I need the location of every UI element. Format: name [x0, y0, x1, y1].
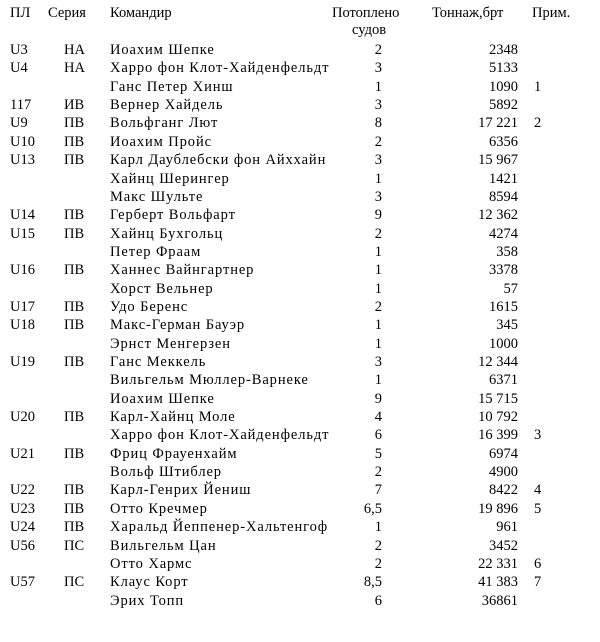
row-series: ПВ [64, 225, 85, 242]
row-commander: Эрих Топп [110, 592, 185, 609]
row-note: 5 [534, 500, 542, 517]
row-series: ПВ [64, 409, 85, 425]
row-commander: Макс-Герман Бауэр [110, 317, 245, 334]
row-pl: U17 [10, 298, 35, 315]
row-commander: Вернер Хайдель [110, 97, 224, 114]
header-pl: ПЛ [10, 5, 31, 21]
row-commander: Петер Фраам [110, 243, 202, 260]
row-commander: Вильгельм Мюллер-Варнеке [110, 372, 309, 389]
row-tonnage: 3452 [489, 537, 518, 554]
row-commander: Ганс Петер Хинш [110, 78, 234, 95]
row-sunk: 1 [374, 519, 382, 536]
row-series: ПВ [64, 445, 85, 462]
row-series: ПВ [64, 519, 85, 536]
header-sunk: Потоплено [332, 5, 400, 21]
row-commander: Хорст Вельнер [110, 280, 214, 297]
header-series: Серия [48, 5, 86, 21]
row-commander: Харальд Йеппенер-Хальтенгоф [110, 519, 329, 536]
row-note: 6 [534, 555, 542, 572]
row-series: ПВ [64, 207, 85, 224]
row-sunk: 3 [374, 97, 382, 114]
row-pl: U22 [10, 482, 35, 499]
row-pl: U4 [10, 60, 28, 77]
row-tonnage: 12 362 [478, 207, 518, 224]
row-series: ПВ [64, 482, 85, 499]
row-pl: 117 [10, 97, 32, 114]
row-tonnage: 41 383 [478, 574, 518, 591]
row-tonnage: 36861 [481, 592, 518, 609]
row-tonnage: 1090 [489, 78, 518, 95]
row-tonnage: 6974 [489, 445, 518, 462]
row-note: 1 [534, 78, 542, 95]
row-tonnage: 358 [496, 243, 518, 260]
row-series: ПС [64, 537, 85, 554]
row-tonnage: 57 [503, 280, 518, 297]
row-sunk: 2 [374, 42, 382, 58]
row-sunk: 2 [374, 298, 382, 315]
row-tonnage: 2348 [489, 42, 518, 58]
row-pl: U18 [10, 317, 35, 334]
row-sunk: 2 [374, 464, 382, 481]
row-sunk: 7 [374, 482, 382, 499]
row-tonnage: 16 399 [478, 427, 518, 444]
header-note: Прим. [532, 5, 571, 21]
row-tonnage: 3378 [489, 262, 518, 279]
row-tonnage: 1000 [489, 335, 518, 352]
row-tonnage: 15 967 [478, 152, 518, 169]
row-tonnage: 19 896 [478, 500, 518, 517]
row-commander: Отто Хармс [110, 555, 193, 572]
row-sunk: 6,5 [363, 500, 382, 517]
header-sunk-line2: судов [352, 22, 387, 38]
row-commander: Харро фон Клот-Хайденфельдт [110, 60, 330, 77]
row-commander: Фриц Фрауенхайм [110, 445, 238, 462]
row-sunk: 1 [374, 78, 382, 95]
row-sunk: 2 [374, 537, 382, 554]
row-sunk: 1 [374, 170, 382, 187]
row-sunk: 3 [374, 60, 382, 77]
row-series: ПС [64, 574, 85, 591]
row-series: ПВ [64, 298, 85, 315]
row-tonnage: 345 [496, 317, 518, 334]
row-commander: Иоахим Шепке [110, 390, 215, 407]
row-sunk: 5 [374, 445, 382, 462]
row-tonnage: 6371 [489, 372, 518, 389]
header-commander: Командир [110, 5, 172, 21]
row-tonnage: 1421 [489, 170, 518, 187]
row-commander: Вильгельм Цан [110, 537, 217, 554]
row-series: ПВ [64, 115, 85, 132]
row-sunk: 1 [374, 262, 382, 279]
row-sunk: 9 [374, 390, 382, 407]
row-sunk: 6 [374, 592, 382, 609]
row-pl: U10 [10, 133, 35, 150]
row-sunk: 6 [374, 427, 382, 444]
row-commander: Хайнц Бухгольц [110, 225, 224, 242]
row-pl: U56 [10, 537, 35, 554]
row-tonnage: 4274 [489, 225, 518, 242]
row-commander: Удо Беренс [110, 298, 189, 315]
row-tonnage: 5892 [489, 97, 518, 114]
row-pl: U3 [10, 42, 28, 58]
row-sunk: 1 [374, 280, 382, 297]
row-note: 7 [534, 574, 542, 591]
row-tonnage: 1615 [489, 298, 518, 315]
row-pl: U13 [10, 152, 35, 169]
row-series: ПВ [64, 317, 85, 334]
row-sunk: 2 [374, 225, 382, 242]
row-series: ИВ [64, 97, 85, 114]
row-pl: U15 [10, 225, 35, 242]
row-series: ПВ [64, 500, 85, 517]
row-commander: Макс Шульте [110, 188, 204, 205]
row-sunk: 4 [374, 409, 382, 425]
row-series: ПВ [64, 262, 85, 279]
row-tonnage: 8594 [489, 188, 518, 205]
row-series: ПВ [64, 152, 85, 169]
row-sunk: 3 [374, 152, 382, 169]
row-commander: Хайнц Шерингер [110, 170, 230, 187]
row-tonnage: 17 221 [478, 115, 518, 132]
header-tonnage: Тоннаж,брт [432, 5, 504, 21]
row-sunk: 1 [374, 335, 382, 352]
row-commander: Отто Кречмер [110, 500, 208, 517]
row-pl: U24 [10, 519, 35, 536]
row-tonnage: 8422 [489, 482, 518, 499]
row-pl: U19 [10, 354, 35, 370]
row-pl: U57 [10, 574, 35, 591]
row-commander: Клаус Корт [110, 574, 189, 591]
row-sunk: 3 [374, 354, 382, 370]
row-pl: U21 [10, 445, 35, 462]
row-tonnage: 12 344 [478, 354, 518, 370]
row-commander: Иоахим Шепке [110, 42, 215, 58]
row-tonnage: 15 715 [478, 390, 518, 407]
row-pl: U14 [10, 207, 35, 224]
row-note: 2 [534, 115, 542, 132]
row-commander: Эрнст Менгерзен [110, 335, 231, 352]
row-commander: Ханнес Вайнгартнер [110, 262, 255, 279]
row-commander: Вольф Штиблер [110, 464, 222, 481]
row-tonnage: 6356 [489, 133, 518, 150]
row-tonnage: 10 792 [478, 409, 518, 425]
row-note: 3 [534, 427, 542, 444]
row-commander: Харро фон Клот-Хайденфельдт [110, 427, 330, 444]
row-commander: Герберт Вольфарт [110, 207, 236, 224]
row-sunk: 8,5 [363, 574, 382, 591]
row-pl: U9 [10, 115, 28, 132]
row-note: 4 [534, 482, 542, 499]
row-sunk: 3 [374, 188, 382, 205]
row-commander: Карл-Генрих Йениш [110, 482, 252, 499]
row-sunk: 1 [374, 372, 382, 389]
row-series: ПВ [64, 354, 85, 370]
row-sunk: 1 [374, 317, 382, 334]
row-series: НА [64, 60, 85, 77]
row-series: НА [64, 42, 85, 58]
row-tonnage: 4900 [489, 464, 518, 481]
row-commander: Карл-Хайнц Моле [110, 409, 236, 425]
row-pl: U16 [10, 262, 35, 279]
row-pl: U23 [10, 500, 35, 517]
row-pl: U20 [10, 409, 35, 425]
row-tonnage: 961 [496, 519, 518, 536]
row-tonnage: 22 331 [478, 555, 518, 572]
row-commander: Ганс Меккель [110, 354, 207, 370]
row-commander: Карл Даублебски фон Айххайн [110, 152, 327, 169]
row-sunk: 1 [374, 243, 382, 260]
row-tonnage: 5133 [489, 60, 518, 77]
row-sunk: 9 [374, 207, 382, 224]
row-sunk: 2 [374, 133, 382, 150]
row-commander: Иоахим Пройс [110, 133, 212, 150]
row-sunk: 8 [374, 115, 382, 132]
row-series: ПВ [64, 133, 85, 150]
row-sunk: 2 [374, 555, 382, 572]
row-commander: Вольфганг Лют [110, 115, 219, 132]
